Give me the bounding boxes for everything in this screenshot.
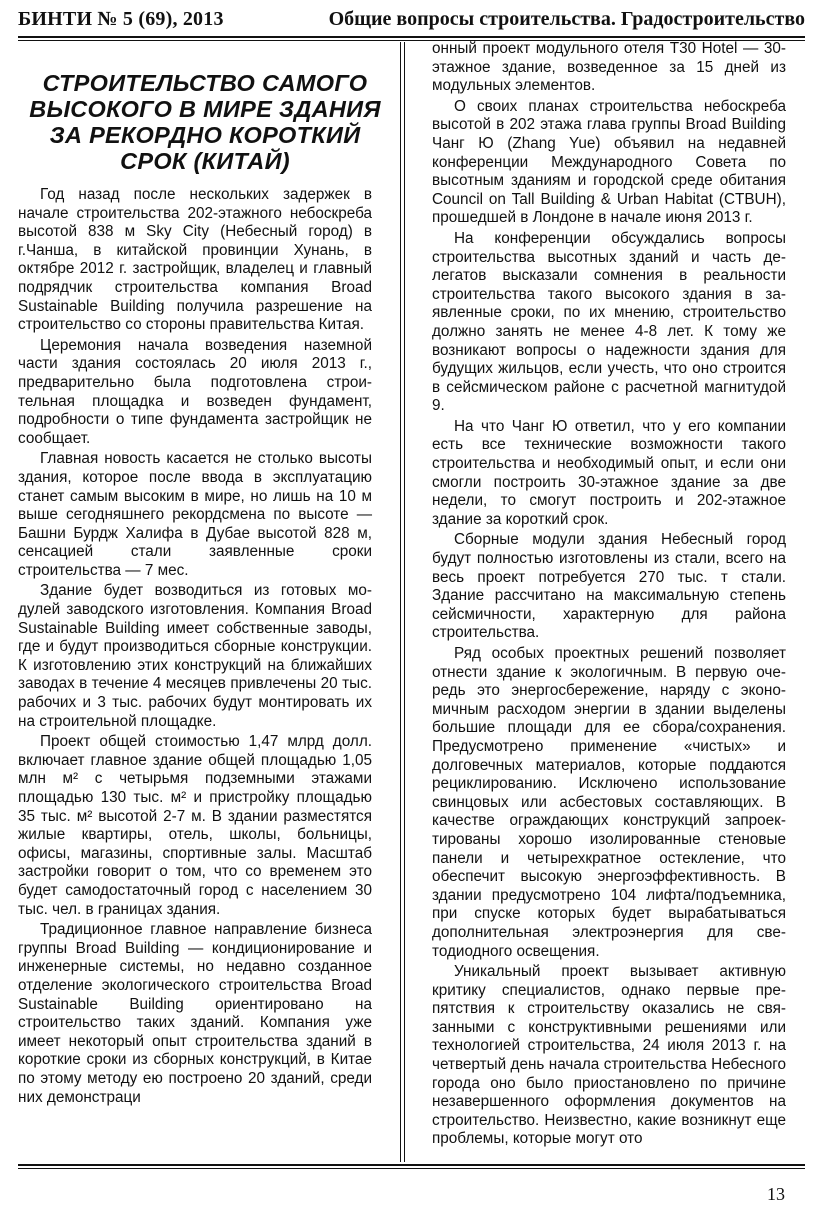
left-column: [18, 186, 372, 1109]
footer-rule-thin: [18, 1168, 805, 1169]
paragraph: На что Чанг Ю ответил, что у его компании есть все технические возможности такого строительства и необходимый опыт, и если они смогли построить 30-этажное здание за две недели, то смогут построить и 202-этажное здание за короткий срок.: [432, 417, 786, 528]
paragraph: Ряд особых проектных решений позволяет отнести здание к экологичным. В первую очередь это энергосбережение, наряду с экономичным расходом энергии в здании выделены большие площади для ее сбора/сохранения. Предусмотрено применение «чистых» и долговечных материалов, которые поддаются рециклированию. Исключено использование свинцовых или асбестовых составляющих. В качестве ограждающих конструкций запроектированы хорошо изолированные стеновые панели и четырехкратное остекление, что обеспечит высокую энергоэффективность. В здании предусмотрено 104 лифта/подъемника, при спуске которых будет вырабатываться дополнительная электроэнергия для светодиодного освещения.: [432, 645, 786, 960]
paragraph: Здание будет возводиться из готовых модулей заводского изготовления. Компания Broad Sustainable Building имеет собственные заводы, где и будут производиться сборные конструкции. К изготовлению этих конструкций на ближайших заводах в течение 4 месяцев привлечены 20 тыс. рабочих и 3 тыс. рабочих будут монтировать их на строительной площадке.: [18, 582, 372, 730]
journal-issue: БИНТИ № 5 (69), 2013: [18, 8, 224, 30]
paragraph: Уникальный проект вызывает активную критику специалистов, однако первые препятствия к строительству оказались не связанными с конструктивными решениями или технологией строительства, 24 июля 2013 г. на четвертый день начала строительства Небесного города оно было приостановлено по причине незавершенного оформления документов на строительство. Неизвестно, какие возникнут еще проблемы, которые могут ото: [432, 963, 786, 1148]
article-title-line: СТРОИТЕЛЬСТВО САМОГО: [42, 70, 368, 96]
paragraph: Главная новость касается не столько высоты здания, которое после ввода в эксплуатацию станет самым высоким в мире, но лишь на 10 м выше сегодняшнего рекордсмена по высоте — Башни Бурдж Халифа в Дубае высотой 828 м, сенсацией стали заявленные сроки строительства — 7 мес.: [18, 450, 372, 579]
header-rule-thick: [18, 36, 805, 38]
page-number: 13: [767, 1184, 785, 1204]
right-column: [432, 40, 786, 1151]
article-title-line: СРОК (КИТАЙ): [120, 148, 290, 174]
paragraph: На конференции обсуждались вопросы строительства высотных зданий и часть делегатов высказали сомнения в реальности строительства такого высокого здания в заявленные сроки, по их мнению, строительство должно занять не менее 4-8 лет. К тому же возникают вопросы о надежности здания для будущих жильцов, если учесть, что оно строится в сейсмическом районе с расчетной магнитудой 9.: [432, 229, 786, 415]
column-divider: [400, 42, 401, 1162]
paragraph: Традиционное главное направление бизнеса группы Broad Building — кондиционирование и инженерные системы, но недавно созданное отделение экологического строительства Broad Sustainable Building ориентировано на строительство таких зданий. Компания уже имеет некоторый опыт строительства зданий в короткие сроки из сборных конструкций, в Китае по этому методу ею построено 20 зданий, среди них демонстраци: [18, 921, 372, 1106]
paragraph: Сборные модули здания Небесный город будут полностью изготовлены из стали, всего на весь проект потребуется 270 тыс. т стали. Здание рассчитано на максимальную степень сейсмичности, характерную для района строительства.: [432, 531, 786, 642]
article-title-line: ЗА РЕКОРДНО КОРОТКИЙ: [49, 122, 361, 148]
paragraph: О своих планах строительства небоскреба высотой в 202 этажа глава группы Broad Building Чанг Ю (Zhang Yue) объявил на недавней конференции Международного Совета по высотным зданиям и городской среде обитания Council on Tall Building & Urban Habitat (CTBUH), прошедшей в Лондоне в начале июня 2013 г.: [432, 97, 786, 227]
section-title: Общие вопросы строительства. Градостроительство: [328, 8, 805, 30]
article-title: [18, 70, 392, 174]
paragraph: Церемония начала возведения наземной части здания состоялась 20 июля 2013 г., предварительно была подготовлена строительная площадка и возведен фундамент, подробности о типе фундамента застройщик не сообщает.: [18, 336, 372, 447]
paragraph-continued: онный проект модульного отеля T30 Hotel — 30-этажное здание, возведенное за 15 дней из модульных элементов.: [432, 40, 786, 95]
paragraph: Проект общей стоимостью 1,47 млрд долл. включает главное здание общей площадью 1,05 млн м² с четырьмя подземными этажами площадью 130 тыс. м² и пристройку площадью 35 тыс. м² высотой 2-7 м. В здании разместятся жилые квартиры, отель, школы, больницы, офисы, магазины, спортивные залы. Масштаб застройки говорит о том, что со временем это будет самодостаточный город с населением 30 тыс. чел. в границах здания.: [18, 733, 372, 918]
paragraph: Год назад после нескольких задержек в начале строительства 202-этажного небоскреба высотой 838 м Sky City (Небесный город) в г.Чанша, в китайской провинции Хунань, в октябре 2012 г. застройщик, владелец и главный подрядчик строительства компания Broad Sustainable Building получила разрешение на строительство со стороны правительства Китая.: [18, 186, 372, 334]
footer-rule-thick: [18, 1164, 805, 1166]
article-title-line: ВЫСОКОГО В МИРЕ ЗДАНИЯ: [29, 96, 381, 122]
column-divider: [404, 42, 405, 1162]
